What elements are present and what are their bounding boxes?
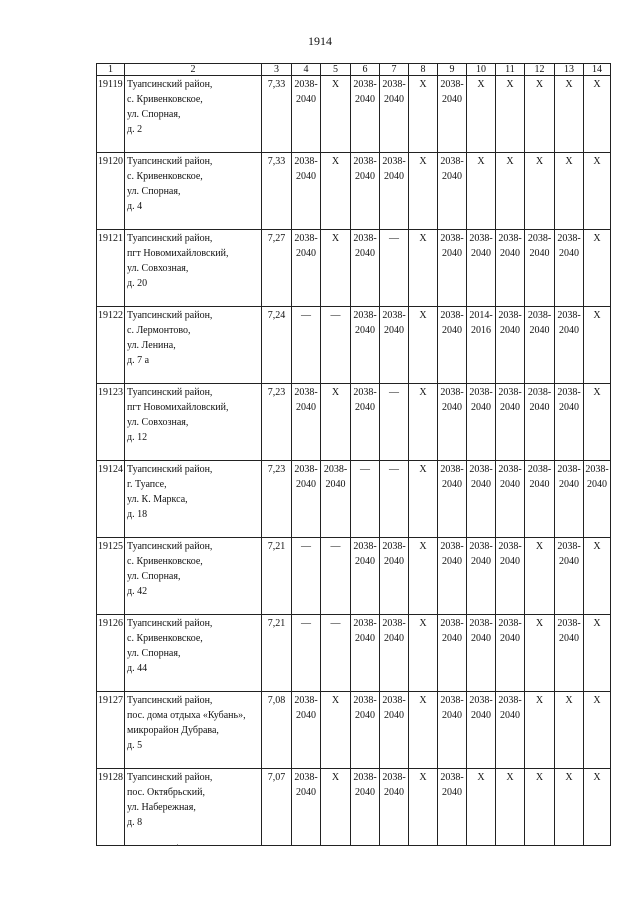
address-line: ул. Совхозная, [127,263,189,274]
period-cell: X [467,153,496,230]
row-number: 19121 [97,230,125,307]
period-cell: 2038-2040 [467,461,496,538]
column-header: 12 [525,64,555,76]
period-cell: 2038-2040 [351,307,380,384]
period-cell: X [321,76,351,153]
period-cell: 2038-2040 [438,230,467,307]
address-line: Туапсинский район, [127,618,213,629]
period-cell: — [380,230,409,307]
address-line: Туапсинский район, [127,156,213,167]
period-cell: 2038-2040 [438,769,467,846]
period-cell: X [555,153,584,230]
period-cell: — [321,615,351,692]
column-header: 3 [262,64,292,76]
period-cell: 2038-2040 [438,76,467,153]
address-line: д. 2 [127,124,143,135]
address-cell [125,461,262,538]
period-cell: 2038-2040 [351,153,380,230]
period-cell: 2038-2040 [321,461,351,538]
period-cell: — [292,307,321,384]
period-cell: 2038-2040 [351,692,380,769]
period-cell: 2038-2040 [292,384,321,461]
period-cell: 2038-2040 [584,461,611,538]
period-cell: 2038-2040 [467,230,496,307]
period-cell: 2038-2040 [438,692,467,769]
table-row [97,384,611,461]
table-row [97,76,611,153]
address-line: пгт Новомихайловский, [127,248,229,259]
column-header: 8 [409,64,438,76]
table-row [97,153,611,230]
value-cell: 7,08 [262,692,292,769]
period-cell: X [409,615,438,692]
period-cell: 2038-2040 [351,538,380,615]
table-row [97,692,611,769]
period-cell: 2038-2040 [496,384,525,461]
address-line: Туапсинский район, [127,310,213,321]
address-line: д. 8 [127,817,143,828]
address-line: д. 20 [127,278,148,289]
period-cell: 2038-2040 [438,307,467,384]
period-cell: X [321,692,351,769]
value-cell: 7,07 [262,769,292,846]
address-line: пос. дома отдыха «Кубань», [127,710,246,721]
address-cell [125,153,262,230]
period-cell: 2038-2040 [438,153,467,230]
period-cell: X [584,230,611,307]
period-cell: 2038-2040 [351,615,380,692]
period-cell: 2038-2040 [467,538,496,615]
address-cell [125,538,262,615]
period-cell: 2038-2040 [292,692,321,769]
value-cell: 7,21 [262,538,292,615]
period-cell: — [351,461,380,538]
address-line: ул. Набережная, [127,802,196,813]
period-cell: X [584,769,611,846]
row-number: 19119 [97,76,125,153]
period-cell: — [380,461,409,538]
address-line: ул. Спорная, [127,109,181,120]
row-number: 19127 [97,692,125,769]
address-line: Туапсинский район, [127,79,213,90]
address-line: г. Туапсе, [127,479,167,490]
table-row [97,615,611,692]
column-header: 13 [555,64,584,76]
address-line: д. 18 [127,509,148,520]
period-cell: X [584,384,611,461]
header-row [97,64,611,76]
period-cell: X [525,692,555,769]
period-cell: X [525,538,555,615]
address-line: с. Кривенковское, [127,171,203,182]
address-line: пгт Новомихайловский, [127,402,229,413]
value-cell: 7,23 [262,461,292,538]
period-cell: X [496,76,525,153]
period-cell: 2038-2040 [467,384,496,461]
address-line: ул. Ленина, [127,340,176,351]
period-cell: 2038-2040 [555,307,584,384]
address-line: с. Кривенковское, [127,556,203,567]
period-cell: X [584,76,611,153]
row-number: 19128 [97,769,125,846]
column-header: 4 [292,64,321,76]
value-cell: 7,21 [262,615,292,692]
period-cell: 2038-2040 [438,384,467,461]
period-cell: 2038-2040 [438,538,467,615]
row-number: 19126 [97,615,125,692]
period-cell: X [409,307,438,384]
period-cell: 2038-2040 [555,384,584,461]
period-cell: X [409,769,438,846]
period-cell: X [584,615,611,692]
column-header: 7 [380,64,409,76]
period-cell: 2038-2040 [292,153,321,230]
period-cell: X [525,153,555,230]
period-cell: 2038-2040 [555,461,584,538]
period-cell: X [409,538,438,615]
period-cell: X [409,230,438,307]
period-cell: X [409,692,438,769]
period-cell: 2038-2040 [525,461,555,538]
address-line: д. 7 а [127,355,150,366]
period-cell: 2038-2040 [292,230,321,307]
address-line: Туапсинский район, [127,695,213,706]
period-cell: 2014-2016 [467,307,496,384]
period-cell: X [321,384,351,461]
address-line: ул. Совхозная, [127,417,189,428]
period-cell: 2038-2040 [525,230,555,307]
period-cell: X [409,461,438,538]
period-cell: 2038-2040 [496,615,525,692]
period-cell: 2038-2040 [351,384,380,461]
period-cell: 2038-2040 [496,230,525,307]
row-number: 19122 [97,307,125,384]
period-cell: X [321,230,351,307]
period-cell: 2038-2040 [292,76,321,153]
period-cell: — [292,615,321,692]
column-header: 14 [584,64,611,76]
address-cell [125,615,262,692]
period-cell: 2038-2040 [351,76,380,153]
address-line: д. 4 [127,201,143,212]
value-cell: 7,33 [262,76,292,153]
column-header: 5 [321,64,351,76]
period-cell: 2038-2040 [438,461,467,538]
column-header: 1 [97,64,125,76]
period-cell: 2038-2040 [292,769,321,846]
table-row [97,230,611,307]
value-cell: 7,24 [262,307,292,384]
address-cell [125,384,262,461]
address-line: Туапсинский район, [127,772,213,783]
address-line: ул. К. Маркса, [127,494,188,505]
address-line: Туапсинский район, [127,541,213,552]
table-row [97,769,611,846]
page-number: 1914 [308,34,332,48]
period-cell: 2038-2040 [555,230,584,307]
row-number: 19123 [97,384,125,461]
period-cell: — [380,384,409,461]
address-line: Туапсинский район, [127,233,213,244]
period-cell: 2038-2040 [496,692,525,769]
address-cell [125,692,262,769]
period-cell: 2038-2040 [467,692,496,769]
period-cell: X [467,769,496,846]
period-cell: 2038-2040 [467,615,496,692]
address-cell [125,76,262,153]
period-cell: X [409,76,438,153]
row-number: 19120 [97,153,125,230]
value-cell: 7,23 [262,384,292,461]
period-cell: — [321,307,351,384]
address-line: д. 42 [127,586,148,597]
period-cell: X [409,153,438,230]
column-header: 9 [438,64,467,76]
period-cell: 2038-2040 [496,461,525,538]
row-number: 19124 [97,461,125,538]
value-cell: 7,27 [262,230,292,307]
period-cell: X [525,76,555,153]
period-cell: 2038-2040 [496,307,525,384]
period-cell: 2038-2040 [380,307,409,384]
address-line: с. Кривенковское, [127,94,203,105]
column-header: 11 [496,64,525,76]
period-cell: 2038-2040 [525,307,555,384]
scan-mark: · [176,840,179,850]
register-table [96,63,611,846]
period-cell: X [525,615,555,692]
address-line: д. 5 [127,740,143,751]
period-cell: X [467,76,496,153]
period-cell: 2038-2040 [351,230,380,307]
period-cell: X [584,538,611,615]
period-cell: 2038-2040 [380,538,409,615]
address-line: д. 12 [127,432,148,443]
address-line: с. Лермонтово, [127,325,191,336]
period-cell: X [321,153,351,230]
period-cell: — [292,538,321,615]
period-cell: 2038-2040 [380,769,409,846]
table-row [97,538,611,615]
period-cell: X [555,692,584,769]
column-header: 2 [125,64,262,76]
address-line: ул. Спорная, [127,186,181,197]
address-line: ул. Спорная, [127,571,181,582]
address-cell [125,307,262,384]
period-cell: X [584,692,611,769]
period-cell: X [321,769,351,846]
period-cell: 2038-2040 [351,769,380,846]
period-cell: 2038-2040 [380,615,409,692]
period-cell: X [555,769,584,846]
address-cell [125,769,262,846]
period-cell: 2038-2040 [380,76,409,153]
period-cell: 2038-2040 [292,461,321,538]
period-cell: 2038-2040 [380,692,409,769]
address-line: пос. Октябрьский, [127,787,205,798]
period-cell: X [409,384,438,461]
period-cell: X [555,76,584,153]
period-cell: X [525,769,555,846]
period-cell: 2038-2040 [380,153,409,230]
address-line: Туапсинский район, [127,387,213,398]
address-line: микрорайон Дубрава, [127,725,219,736]
period-cell: X [496,153,525,230]
address-cell [125,230,262,307]
value-cell: 7,33 [262,153,292,230]
period-cell: 2038-2040 [525,384,555,461]
column-header: 6 [351,64,380,76]
table-row [97,461,611,538]
period-cell: X [584,153,611,230]
row-number: 19125 [97,538,125,615]
period-cell: — [321,538,351,615]
period-cell: X [496,769,525,846]
address-line: Туапсинский район, [127,464,213,475]
period-cell: X [584,307,611,384]
period-cell: 2038-2040 [438,615,467,692]
period-cell: 2038-2040 [555,538,584,615]
address-line: д. 44 [127,663,148,674]
address-line: с. Кривенковское, [127,633,203,644]
column-header: 10 [467,64,496,76]
address-line: ул. Спорная, [127,648,181,659]
table-row [97,307,611,384]
period-cell: 2038-2040 [555,615,584,692]
period-cell: 2038-2040 [496,538,525,615]
